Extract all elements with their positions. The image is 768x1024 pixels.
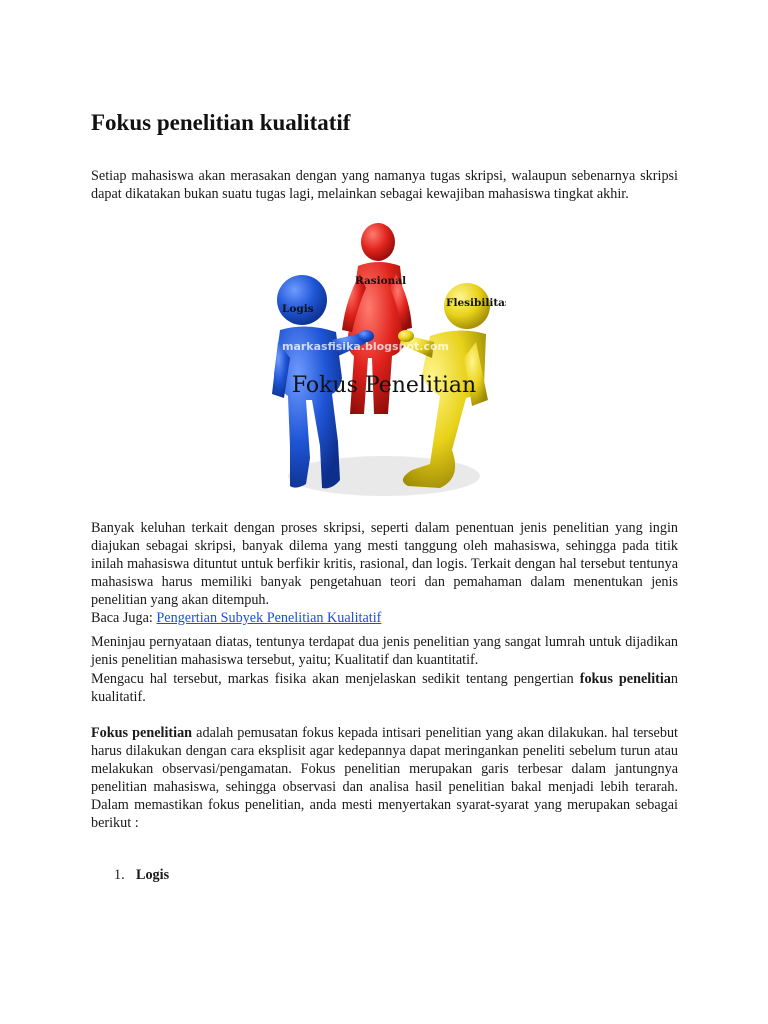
label-rasional: Rasional [355,275,407,287]
mengacu-before: Mengacu hal tersebut, markas fisika akan menjelaskan sedikit tentang pengertian [91,671,580,687]
paragraph-mengacu [91,670,678,706]
label-logis: Logis [282,303,314,315]
paragraph-definisi [91,724,678,832]
label-flesibilitas: Flesibilitas [446,297,506,309]
mengacu-bold: fokus penelitia [579,671,671,687]
paragraph-keluhan: Banyak keluhan terkait dengan proses skripsi, seperti dalam penentuan jenis penelitian yang ingin diajukan sebagai skripsi, banyak dilema yang mesti tanggung oleh mahasiswa, sehingga pada titik inilah mahasiswa dituntut untuk berfikir kritis, rasional, dan logis. Terkait dengan hal tersebut tentunya mahasiswa harus memiliki banyak pengetahuan teori dan pemahaman dalam menentukan jenis penelitian yang akan ditempuh. [91,520,678,608]
paragraph-meninjau: Meninjau pernyataan diatas, tentunya terdapat dua jenis penelitian yang sangat lumrah untuk dijadikan jenis penelitian mahasiswa tersebut, yaitu; Kualitatif dan kuantitatif. [91,634,678,668]
list-item [114,866,169,884]
baca-juga-prefix: Baca Juga: [91,610,157,626]
definisi-rest: adalah pemusatan fokus kepada intisari penelitian yang akan dilakukan. hal tersebut harus dilakukan dengan cara eksplisit agar kedepannya dapat meringankan peneliti sebelum turun atau melakukan observasi/pengamatan. Fokus penelitian merupakan garis terbesar dalam jantungnya penelitian mahasiswa, sehingga observasi dan analisa hasil penelitian bakal menjadi lebih terarah. Dalam memastikan fokus penelitian, anda mesti menyertakan syarat-syarat yang merupakan sebagai berikut : [91,725,678,831]
fokus-penelitian-figure [262,218,506,504]
mengacu-after: n kualitatif. [91,671,678,705]
definisi-bold: Fokus penelitian [91,725,193,741]
figure-caption: Fokus Penelitian [291,373,477,398]
list-text: Logis [136,867,170,883]
baca-juga-link[interactable]: Pengertian Subyek Penelitian Kualitatif [156,610,382,626]
intro-paragraph: Setiap mahasiswa akan merasakan dengan yang namanya tugas skripsi, walaupun sebenarnya skripsi dapat dikatakan bukan suatu tugas lagi, melainkan sebagai kewajiban mahasiswa tingkat akhir. [91,168,678,202]
watermark-text: markasfisika.blogspot.com [282,340,450,353]
baca-juga [91,609,678,627]
three-figures-illustration [262,218,506,504]
page-title: Fokus penelitian kualitatif [91,110,351,135]
list-number: 1. [114,867,125,883]
